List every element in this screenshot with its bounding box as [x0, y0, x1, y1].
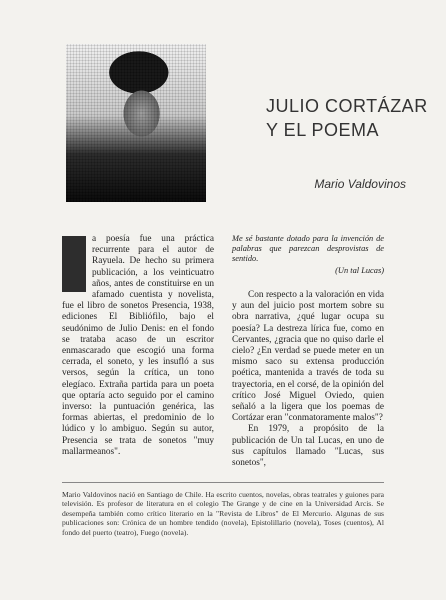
paragraph-2: En 1979, a propósito de la publicación de Un tal Lucas, en uno de sus capítulos llamado "Lucas, sus sonetos", — [232, 424, 384, 469]
author-portrait-photo — [66, 44, 206, 202]
article-title — [266, 94, 428, 142]
paragraph-1: Con respecto a la valoración en vida y aun del juicio post mortem sobre su obra narrativa, ¿qué lugar ocupa su poesía? La destreza lírica fue, como en Cervantes, ¿gracia que no quiso darle el cielo? ¿En verdad se puede meter en un mismo saco su extensa producción poética, mantenida a través de toda su trayectoria, en el corsé, de la opinión del crítico José Miguel Oviedo, quien señaló a la ligera que los poemas de Cortázar eran "conmatoramente malos"? — [232, 290, 384, 424]
author-name: Mario Valdovinos — [314, 177, 406, 191]
right-column — [232, 234, 384, 469]
footnote-divider — [62, 482, 384, 483]
title-line-2: Y EL POEMA — [266, 120, 380, 140]
drop-cap-block — [62, 236, 86, 292]
epigraph-source: (Un tal Lucas) — [335, 266, 384, 275]
author-bio — [62, 490, 384, 537]
left-column — [62, 234, 214, 458]
title-line-1: JULIO CORTÁZAR — [266, 96, 428, 116]
left-column-text: a poesía fue una práctica recurrente para el autor de Rayuela. De hecho su primera publicación, a los veinticuatro años, antes de constituirse en un afamado cuentista y novelista, fue el libro de sonetos Presencia, 1938, ediciones El Bibliófilo, bajo el seudónimo de Julio Denis: en el fondo se trataba acaso de un escritor enmascarado que escogió una forma cerrada, el soneto, y les insufló a sus versos, según la crítica, un tono elegíaco. Extraña partida para un poeta que optaría acto seguido por el camino inverso: la puntuación genérica, las formas abiertas, el predominio de lo lúdico y lo ambiguo. Según su autor, Presencia se trata de sonetos "muy mallarmeanos". — [62, 234, 214, 457]
author-bio-text: Mario Valdovinos nació en Santiago de Chile. Ha escrito cuentos, novelas, obras teatrales y guiones para televisión. Es profesor de literatura en el colegio The Grange y de cine en la Universidad Arcis. Se desempeña también como crítico literario en la "Revista de Libros" de El Mercurio. Algunas de sus publicaciones son: Crónica de un hombre tendido (novela), Epistolillario (novela), Toses (cuentos), Al fondo del puerto (teatro), Fuego (novela). — [62, 490, 384, 537]
epigraph: Me sé bastante dotado para la invención de palabras que parezcan desprovistas de sentido. — [232, 234, 384, 263]
